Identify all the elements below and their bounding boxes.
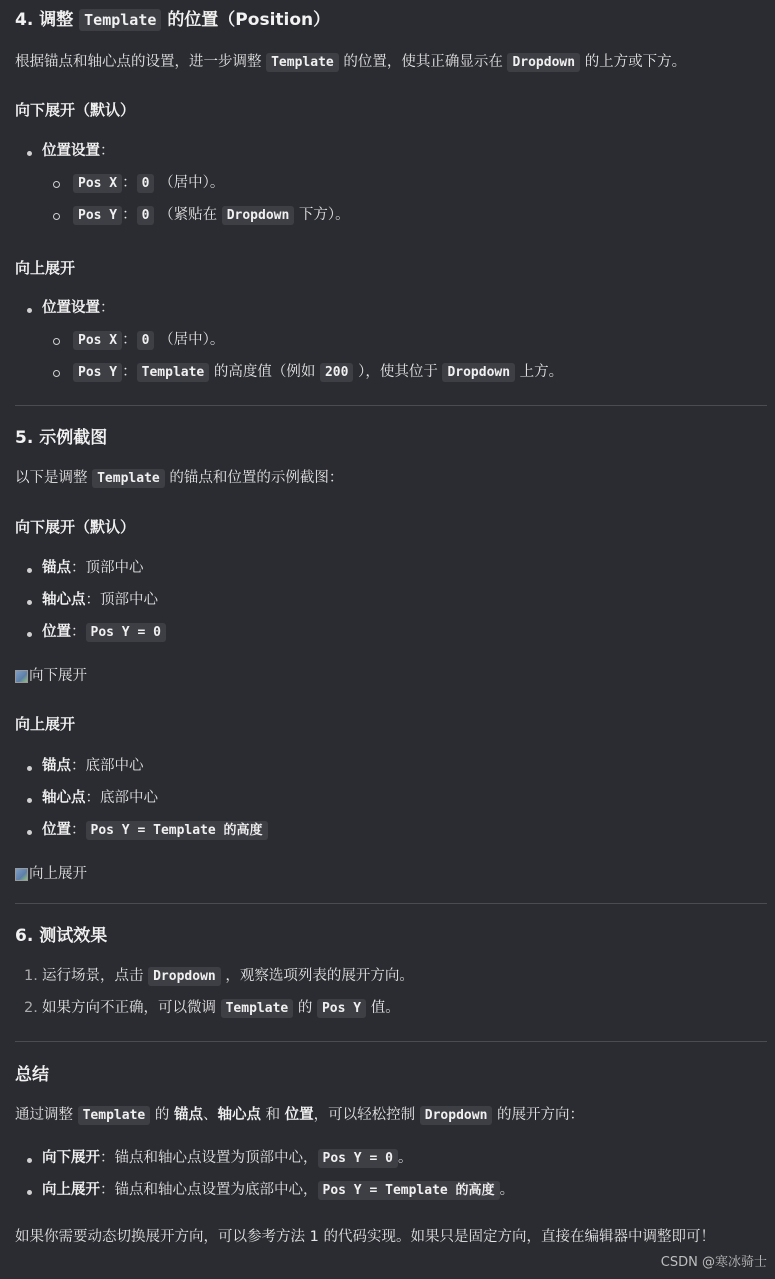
section-4-intro: 根据锚点和轴心点的设置，进一步调整 Template 的位置，使其正确显示在 Dropdown 的上方或下方。: [15, 54, 687, 70]
summary-closing: 如果你需要动态切换展开方向，可以参考方法 1 的代码实现。如果只是固定方向，直接在编辑器中调整即可！: [15, 1229, 715, 1245]
up-example-list: [15, 756, 767, 841]
list-item: 位置： Pos Y = 0: [15, 622, 767, 644]
inline-code: Template: [78, 1106, 151, 1125]
broken-image-icon: [15, 868, 28, 881]
inline-code: Pos X: [73, 331, 122, 350]
divider: [15, 903, 767, 904]
inline-code: Pos Y = 0: [86, 623, 166, 642]
list-item: Pos X ： 0 （居中）。: [15, 330, 767, 352]
list-item: Pos X ： 0 （居中）。: [15, 173, 767, 195]
inline-code: Dropdown: [148, 967, 221, 986]
broken-image-icon: [15, 670, 28, 683]
section-6-title: 6. 测试效果: [15, 926, 108, 946]
down-heading: 向下展开（默认）: [15, 101, 136, 119]
inline-code: Pos Y: [73, 363, 122, 382]
up-list: [15, 298, 767, 383]
list-item: 位置： Pos Y = Template 的高度: [15, 820, 767, 842]
summary-title: 总结: [15, 1065, 49, 1085]
image-alt-text: 向上展开: [29, 866, 87, 882]
list-item: 轴心点：顶部中心: [15, 590, 767, 612]
list-item: 轴心点：底部中心: [15, 788, 767, 810]
inline-code: Pos Y = Template 的高度: [318, 1181, 500, 1200]
inline-code: Pos Y = 0: [318, 1149, 398, 1168]
inline-code: Pos Y: [317, 999, 366, 1018]
section-5-intro: 以下是调整 Template 的锚点和位置的示例截图：: [15, 470, 344, 486]
up-heading: 向上展开: [15, 259, 76, 277]
inline-code: Dropdown: [442, 363, 515, 382]
list-item: 向上展开：锚点和轴心点设置为底部中心， Pos Y = Template 的高度 。: [15, 1180, 767, 1202]
inline-code: Template: [79, 9, 161, 31]
title-text: 的位置（Position）: [167, 10, 331, 30]
list-item: 位置设置：: [15, 141, 767, 163]
inline-code: Dropdown: [420, 1106, 493, 1125]
divider: [15, 405, 767, 406]
csdn-watermark: CSDN @寒冰骑士: [660, 1254, 767, 1270]
section-5-title: 5. 示例截图: [15, 428, 108, 448]
inline-code: 0: [137, 331, 155, 350]
down-example-list: [15, 558, 767, 643]
summary-intro: 通过调整 Template 的 锚点、轴心点 和 位置，可以轻松控制 Dropdown 的展开方向：: [15, 1107, 585, 1123]
list-item: 锚点：底部中心: [15, 756, 767, 778]
list-item: 锚点：顶部中心: [15, 558, 767, 580]
inline-code: Template: [92, 469, 165, 488]
image-alt-text: 向下展开: [29, 668, 87, 684]
inline-code: 0: [137, 174, 155, 193]
list-item: 向下展开：锚点和轴心点设置为顶部中心， Pos Y = 0 。: [15, 1148, 767, 1170]
list-item: 位置设置：: [15, 298, 767, 320]
list-item: Pos Y ： 0 （紧贴在 Dropdown 下方）。: [15, 205, 767, 227]
test-steps-list: [15, 966, 767, 1020]
inline-code: Dropdown: [507, 53, 580, 72]
inline-code: Pos Y = Template 的高度: [86, 821, 268, 840]
list-item: 2. 如果方向不正确，可以微调 Template 的 Pos Y 值。: [24, 999, 400, 1016]
title-text: 4. 调整: [15, 10, 74, 30]
divider: [15, 1041, 767, 1042]
inline-code: Template: [137, 363, 210, 382]
section-4-title: [15, 8, 330, 34]
inline-code: Template: [221, 999, 294, 1018]
inline-code: Pos X: [73, 174, 122, 193]
broken-image-down: [15, 666, 87, 688]
up-example-heading: 向上展开: [15, 715, 76, 733]
inline-code: 0: [137, 206, 155, 225]
down-list: [15, 141, 767, 226]
inline-code: Pos Y: [73, 206, 122, 225]
summary-list: [15, 1148, 767, 1202]
list-item: Pos Y ： Template 的高度值（例如 200 ），使其位于 Dropdown 上方。: [15, 362, 767, 384]
inline-code: Template: [266, 53, 339, 72]
list-item: 1. 运行场景，点击 Dropdown ，观察选项列表的展开方向。: [24, 968, 414, 984]
down-example-heading: 向下展开（默认）: [15, 518, 136, 536]
broken-image-up: [15, 864, 87, 886]
inline-code: Dropdown: [222, 206, 295, 225]
inline-code: 200: [320, 363, 353, 382]
